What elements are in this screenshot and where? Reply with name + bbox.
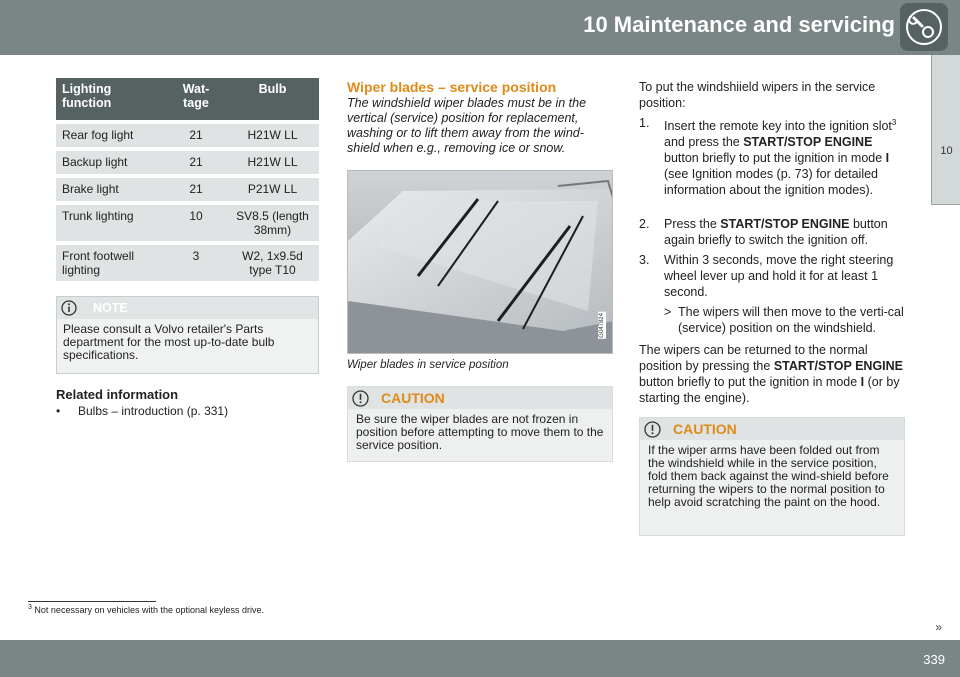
chapter-tab-number: 10 <box>940 145 953 157</box>
cell-bulb: SV8.5 (length 38mm) <box>226 201 319 241</box>
step-result <box>664 304 909 336</box>
caution-header <box>640 418 904 440</box>
caution-header <box>348 387 612 409</box>
note-header <box>57 297 318 319</box>
cell-function: Backup light <box>56 147 166 174</box>
warning-icon <box>644 421 661 438</box>
chapter-title: 10 Maintenance and servicing <box>583 12 895 37</box>
cell-wattage: 3 <box>166 241 226 281</box>
section-title: Wiper blades – service position <box>347 79 557 95</box>
return-text: button briefly to put the ignition in mode <box>639 375 861 389</box>
wrench-gear-icon <box>900 3 948 51</box>
chapter-side-tab[interactable] <box>931 55 960 205</box>
footnote-text: Not necessary on vehicles with the optional keyless drive. <box>34 605 265 615</box>
page-footer <box>0 640 960 677</box>
cell-wattage: 10 <box>166 201 226 241</box>
page-number: 339 <box>923 652 945 667</box>
table-row <box>56 201 319 241</box>
caution-box <box>347 386 613 462</box>
cell-wattage: 21 <box>166 120 226 147</box>
return-text: (or by starting the engine). <box>639 375 900 405</box>
footnote-divider <box>28 601 156 602</box>
bullet: • <box>56 404 61 418</box>
footnote <box>28 604 264 615</box>
return-text: The wipers can be returned to the normal position by pressing the <box>639 343 868 373</box>
cell-function: Rear fog light <box>56 120 166 147</box>
wiper-blades-photo <box>347 170 613 354</box>
ignition-mode: I <box>885 151 890 166</box>
result-text: The wipers will then move to the verti-cal (service) position on the windshield. <box>678 305 904 335</box>
note-box <box>56 296 319 374</box>
caution-label: CAUTION <box>381 390 445 406</box>
page-header <box>0 0 960 55</box>
column-header-bulb: Bulb <box>226 78 319 120</box>
table-row <box>56 120 319 147</box>
cell-bulb: W2, 1x9.5d type T10 <box>226 241 319 281</box>
related-information-heading: Related information <box>56 387 179 402</box>
cell-function: Trunk lighting <box>56 201 166 241</box>
cell-function: Front footwell lighting <box>56 241 166 281</box>
cell-function: Brake light <box>56 174 166 201</box>
bulb-specifications-table <box>56 78 319 281</box>
cell-wattage: 21 <box>166 174 226 201</box>
button-name: START/STOP ENGINE <box>743 135 873 150</box>
step-number: 2. <box>639 217 650 231</box>
step-text: button briefly to put the ignition in mode <box>664 151 886 166</box>
image-caption: Wiper blades in service position <box>347 359 509 371</box>
step-number: 3. <box>639 253 650 267</box>
button-name: START/STOP ENGINE <box>720 217 850 231</box>
cell-wattage: 21 <box>166 147 226 174</box>
cell-bulb: H21W LL <box>226 120 319 147</box>
footnote-marker: 3 <box>28 604 32 611</box>
table-row <box>56 147 319 174</box>
next-page-arrows[interactable]: » <box>935 620 940 634</box>
step-text: button again briefly to switch the ignition off. <box>664 217 888 247</box>
step-text: Within 3 seconds, move the right steering wheel lever up and hold it for at least 1 second. <box>664 253 894 299</box>
column-header-function: Lighting function <box>56 78 166 120</box>
step-text: Insert the remote key into the ignition slot <box>664 119 892 134</box>
cell-bulb: P21W LL <box>226 174 319 201</box>
caution-label: CAUTION <box>673 421 737 437</box>
caution-text: If the wiper arms have been folded out from the windshield while in the service position, fold them back against the wind-shield before returning the wipers to the normal position to help avoid scratching the paint on the hood. <box>648 443 889 509</box>
table-row <box>56 174 319 201</box>
step-text: and press the <box>664 135 744 150</box>
related-link-text[interactable]: Bulbs – introduction (p. 331) <box>78 404 229 418</box>
result-arrow: > <box>664 305 672 319</box>
related-link[interactable] <box>56 404 228 418</box>
note-label: NOTE <box>93 301 128 315</box>
note-text: Please consult a Volvo retailer's Parts department for the most up-to-date bulb specifications. <box>63 322 275 362</box>
cell-bulb: H21W LL <box>226 147 319 174</box>
column-header-wattage: Wat-tage <box>166 78 226 120</box>
caution-box <box>639 417 905 536</box>
caution-text: Be sure the wiper blades are not frozen in position before attempting to move them to the service position. <box>356 412 604 452</box>
step-number: 1. <box>639 116 650 130</box>
info-icon <box>61 300 77 316</box>
procedure-step-3 <box>639 252 905 300</box>
table-row <box>56 241 319 281</box>
procedure-intro: To put the windshiield wipers in the service position: <box>639 80 876 110</box>
return-instructions <box>639 342 905 406</box>
footnote-ref: 3 <box>891 118 897 127</box>
procedure-step-1 <box>639 115 905 198</box>
step-text: Press the <box>664 217 721 231</box>
button-name: START/STOP ENGINE <box>773 359 903 373</box>
image-code: G047824 <box>599 313 605 338</box>
warning-icon <box>352 390 369 407</box>
section-intro: The windshield wiper blades must be in the vertical (service) position for replacement, washing or to lift them away from the wind-shield when e.g., removing ice or snow. <box>347 96 587 155</box>
table-header-row <box>56 78 319 120</box>
step-text: (see Ignition modes (p. 73) for detailed information about the ignition modes). <box>664 167 879 198</box>
ignition-mode: I <box>860 375 865 389</box>
procedure-step-2 <box>639 216 905 248</box>
